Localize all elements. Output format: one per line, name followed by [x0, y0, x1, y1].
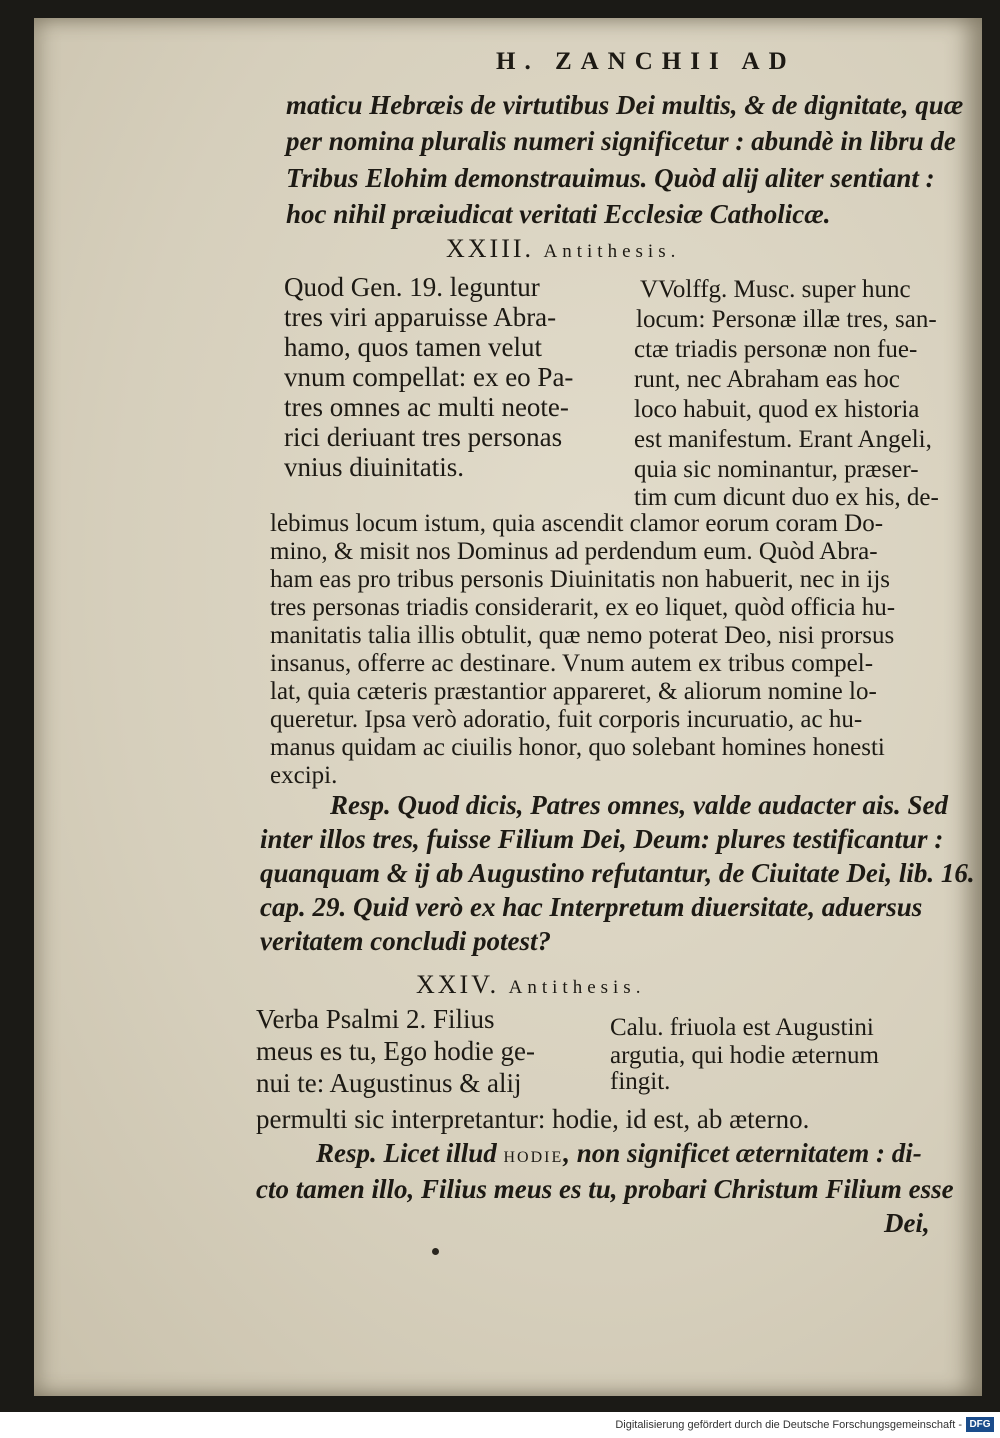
antithesis-line: tim cum dicunt duo ex his, de- — [634, 484, 939, 511]
response-keyword: hodie — [503, 1142, 564, 1167]
antithesis-line: runt, nec Abraham eas hoc — [634, 366, 900, 393]
antithesis-line: Calu. friuola est Augustini — [610, 1014, 874, 1041]
thesis-line: hamo, quos tamen velut — [284, 332, 542, 362]
intro-line: maticu Hebræis de virtutibus Dei multis, & de dignitate, quæ — [286, 90, 964, 120]
running-title: H. ZANCHII AD — [496, 48, 796, 75]
catchword: Dei, — [884, 1208, 930, 1238]
continuation-line: permulti sic interpretantur: hodie, id est, ab æterno. — [256, 1104, 810, 1134]
heading-numeral: XXIV. — [416, 970, 500, 999]
dfg-logo: DFG — [966, 1417, 994, 1432]
response-line: Resp. Quod dicis, Patres omnes, valde audacter ais. Sed — [330, 790, 948, 820]
intro-line: Tribus Elohim demonstrauimus. Quòd alij aliter sentiant : — [286, 163, 935, 193]
response-line: cto tamen illo, Filius meus es tu, probari Christum Filium esse — [256, 1174, 954, 1204]
thesis-line: meus es tu, Ego hodie ge- — [256, 1036, 535, 1066]
thesis-line: vnum compellat: ex eo Pa- — [284, 362, 574, 392]
continuation-line: queretur. Ipsa verò adoratio, fuit corporis incuruatio, ac hu- — [270, 706, 863, 733]
section-heading-24 — [416, 970, 645, 1000]
thesis-line: nui te: Augustinus & alij — [256, 1068, 522, 1098]
antithesis-line: fingit. — [610, 1068, 671, 1095]
continuation-line: ham eas pro tribus personis Diuinitatis non habuerit, nec in ijs — [270, 566, 891, 593]
response-line: veritatem concludi potest? — [260, 926, 551, 956]
funding-notice: Digitalisierung gefördert durch die Deutsche Forschungsgemeinschaft - — [615, 1419, 962, 1431]
antithesis-line: est manifestum. Erant Angeli, — [634, 426, 932, 453]
intro-line: hoc nihil præiudicat veritati Ecclesiæ Catholicæ. — [286, 199, 831, 229]
antithesis-line: VVolffg. Musc. super hunc — [640, 276, 911, 303]
continuation-line: excipi. — [270, 762, 338, 789]
thesis-line: rici deriuant tres personas — [284, 422, 563, 452]
continuation-line: lat, quia cæteris præstantior appareret, & aliorum nomine lo- — [270, 678, 877, 705]
thesis-line: tres omnes ac multi neote- — [284, 392, 569, 422]
footer-bar — [0, 1412, 1000, 1438]
section-heading-23 — [446, 234, 680, 264]
thesis-line: tres viri apparuisse Abra- — [284, 302, 557, 332]
antithesis-line: locum: Personæ illæ tres, san- — [636, 306, 937, 333]
response-line: quanquam & ij ab Augustino refutantur, de Ciuitate Dei, lib. 16. — [260, 858, 975, 888]
book-page — [34, 18, 982, 1396]
response-tail: , non significet æternitatem : di- — [563, 1138, 922, 1168]
continuation-line: manus quidam ac ciuilis honor, quo solebant homines honesti — [270, 734, 885, 761]
continuation-line: tres personas triadis considerarit, ex eo liquet, quòd officia hu- — [270, 594, 896, 621]
response-line: cap. 29. Quid verò ex hac Interpretum diuersitate, aduersus — [260, 892, 923, 922]
heading-numeral: XXIII. — [446, 234, 535, 263]
antithesis-line: quia sic nominantur, præser- — [634, 456, 919, 483]
antithesis-line: ctæ triadis personæ non fue- — [634, 336, 918, 363]
heading-word: Antithesis. — [543, 241, 681, 262]
thesis-line: Quod Gen. 19. leguntur — [284, 272, 540, 302]
continuation-line: insanus, offerre ac destinare. Vnum autem ex tribus compel- — [270, 650, 874, 677]
thesis-line: vnius diuinitatis. — [284, 452, 465, 482]
intro-line: per nomina pluralis numeri significetur : abundè in libru de — [286, 126, 956, 156]
antithesis-line: loco habuit, quod ex historia — [634, 396, 920, 423]
heading-word: Antithesis. — [508, 977, 646, 998]
response-line: inter illos tres, fuisse Filium Dei, Deum: plures testificantur : — [260, 824, 944, 854]
response-lead: Resp. Licet illud — [316, 1138, 504, 1168]
thesis-line: Verba Psalmi 2. Filius — [256, 1004, 495, 1034]
continuation-line: mino, & misit nos Dominus ad perdendum eum. Quòd Abra- — [270, 538, 878, 565]
antithesis-line: argutia, qui hodie æternum — [610, 1042, 879, 1069]
ink-spot — [432, 1248, 439, 1255]
continuation-line: manitatis talia illis obtulit, quæ nemo poterat Deo, nisi prorsus — [270, 622, 895, 649]
continuation-line: lebimus locum istum, quia ascendit clamor eorum coram Do- — [270, 510, 884, 537]
response-line — [316, 1138, 922, 1169]
